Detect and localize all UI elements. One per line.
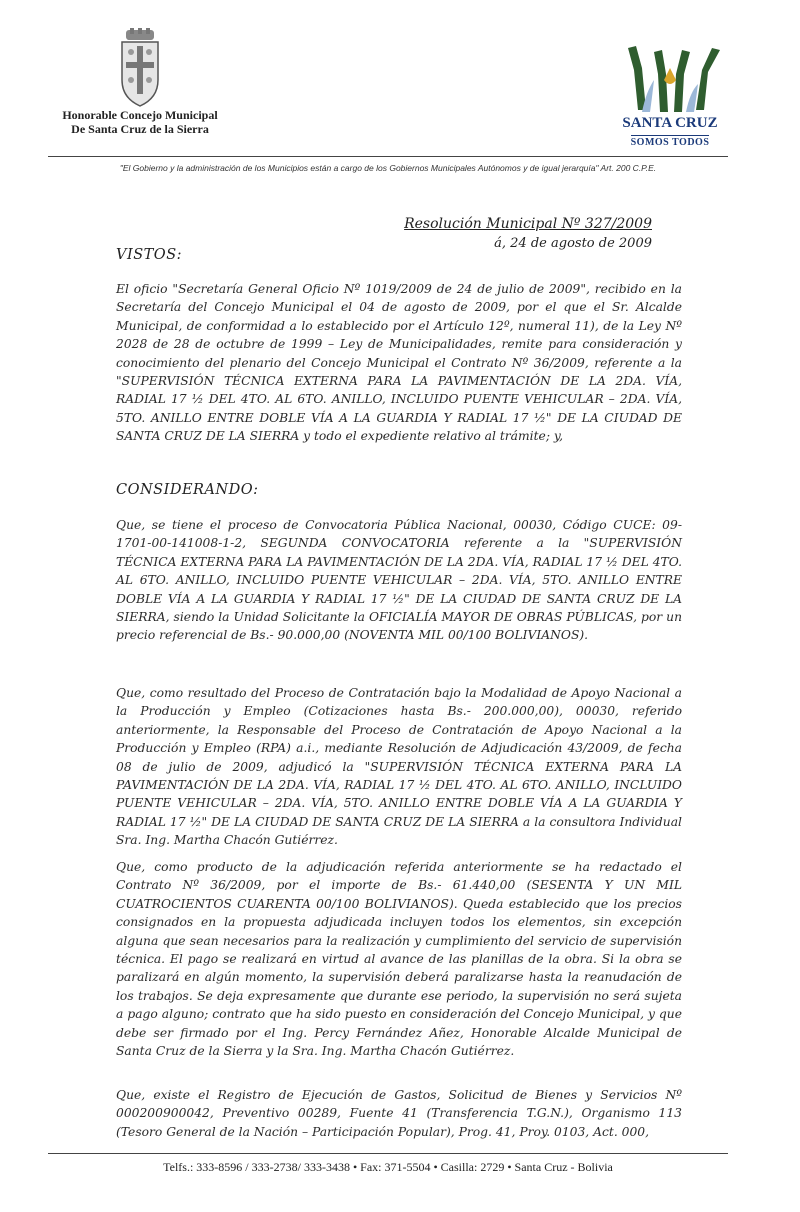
considerando-paragraph-3: Que, como producto de la adjudicación referida anteriormente se ha redactado el Contrato Nº 36/2009, por el importe de Bs.- 61.440,00 (SESENTA Y UN MIL CUATROCIENTOS CUARENTA 00/100 BOLIVIANOS). Queda establecido que los precios consignados en la propuesta adjudicada incluyen todos los elementos, sin excepción alguna que sean necesarios para la realización y cumplimiento del servicio de supervisión técnica. El pago se realizará en virtud al avance de las planillas de la obra. Si la obra se paralizará en algún momento, la supervisión deberá paralizarse hasta la reanudación de los trabajos. Se deja expresamente que durante ese periodo, la supervisión no será sujeta a pago alguno; contrato que ha sido puesto en consideración del Concejo Municipal, y que debe ser firmado por el Ing. Percy Fernández Añez, Honorable Alcalde Municipal de Santa Cruz de la Sierra y la Sra. Ing. Martha Chacón Gutiérrez. — [116, 860, 682, 1059]
council-name-line1: Honorable Concejo Municipal — [62, 108, 218, 122]
footer-divider — [48, 1153, 728, 1154]
santa-cruz-logo-icon — [610, 40, 730, 120]
considerando-paragraph-2: Que, como resultado del Proceso de Contratación bajo la Modalidad de Apoyo Nacional a la Producción y Empleo (Cotizaciones hasta Bs.- 200.000,00), 00030, referido anteriormente, la Responsable del Proceso de Contratación de Apoyo Nacional a la Producción y Empleo (RPA) a.i., mediante Resolución de Adjudicación 43/2009, de fecha 08 de julio de 2009, adjudicó la "SUPERVISIÓN TÉCNICA EXTERNA PARA LA PAVIMENTACIÓN DE LA 2DA. VÍA, RADIAL 17 ½ DEL 4TO. AL 6TO. ANILLO, INCLUIDO PUENTE VEHICULAR – 2DA. VÍA, 5TO. ANILLO ENTRE DOBLE VÍA A LA GUARDIA Y RADIAL 17 ½" DE LA CIUDAD DE SANTA CRUZ DE LA SIERRA a la consultora Individual Sra. Ing. Martha Chacón Gutiérrez. — [116, 686, 682, 848]
brand-slogan: SOMOS TODOS — [630, 137, 710, 148]
council-header — [40, 28, 240, 136]
resolution-date: á, 24 de agosto de 2009 — [494, 236, 652, 251]
resolution-title: Resolución Municipal Nº 327/2009 — [404, 216, 652, 232]
header-divider — [48, 156, 728, 157]
considerando-paragraph-1: Que, se tiene el proceso de Convocatoria Pública Nacional, 00030, Código CUCE: 09-1701-00-141008-1-2, SEGUNDA CONVOCATORIA referente a la "SUPERVISIÓN TÉCNICA EXTERNA PARA LA PAVIMENTACIÓN DE LA 2DA. VÍA, RADIAL 17 ½ DEL 4TO. AL 6TO. ANILLO, INCLUIDO PUENTE VEHICULAR – 2DA. VÍA, 5TO. ANILLO ENTRE DOBLE VÍA A LA GUARDIA Y RADIAL 17 ½" DE LA CIUDAD DE SANTA CRUZ DE LA SIERRA, siendo la Unidad Solicitante la OFICIALÍA MAYOR DE OBRAS PÚBLICAS, por un precio referencial de Bs.- 90.000,00 (NOVENTA MIL 00/100 BOLIVIANOS). — [116, 518, 682, 643]
santa-cruz-brand — [600, 40, 740, 149]
considerando-paragraph-4: Que, existe el Registro de Ejecución de Gastos, Solicitud de Bienes y Servicios Nº 000200900042, Preventivo 00289, Fuente 41 (Transferencia T.G.N.), Organismo 113 (Tesoro General de la Nación – Participación Popular), Prog. 41, Proy. 0103, Act. 000, — [116, 1088, 682, 1139]
brand-name: SANTA CRUZ — [622, 115, 718, 131]
contact-footer: Telfs.: 333-8596 / 333-2738/ 333-3438 • Fax: 371-5504 • Casilla: 2729 • Santa Cruz - Bolivia — [163, 1160, 613, 1174]
council-name-line2: De Santa Cruz de la Sierra — [71, 122, 209, 136]
vistos-heading: VISTOS: — [116, 247, 183, 263]
vistos-paragraph: El oficio "Secretaría General Oficio Nº 1019/2009 de 24 de julio de 2009", recibido en la Secretaría del Concejo Municipal el 04 de agosto de 2009, por el que el Sr. Alcalde Municipal, de conformidad a lo establecido por el Artículo 12º, numeral 11), de la Ley Nº 2028 de 28 de octubre de 1999 – Ley de Municipalidades, remite para consideración y conocimiento del plenario del Concejo Municipal el Contrato Nº 36/2009, referente a la "SUPERVISIÓN TÉCNICA EXTERNA PARA LA PAVIMENTACIÓN DE LA 2DA. VÍA, RADIAL 17 ½ DEL 4TO. AL 6TO. ANILLO, INCLUIDO PUENTE VEHICULAR – 2DA. VÍA, 5TO. ANILLO ENTRE DOBLE VÍA A LA GUARDIA Y RADIAL 17 ½" DE LA CIUDAD DE SANTA CRUZ DE LA SIERRA y todo el expediente relativo al trámite; y, — [116, 282, 682, 444]
considerando-heading: CONSIDERANDO: — [116, 482, 259, 498]
coat-of-arms-icon — [114, 28, 166, 108]
constitutional-motto: "El Gobierno y la administración de los Municipios están a cargo de los Gobiernos Municipales Autónomos y de igual jerarquía" Art. 200 C.P.E. — [119, 163, 657, 173]
